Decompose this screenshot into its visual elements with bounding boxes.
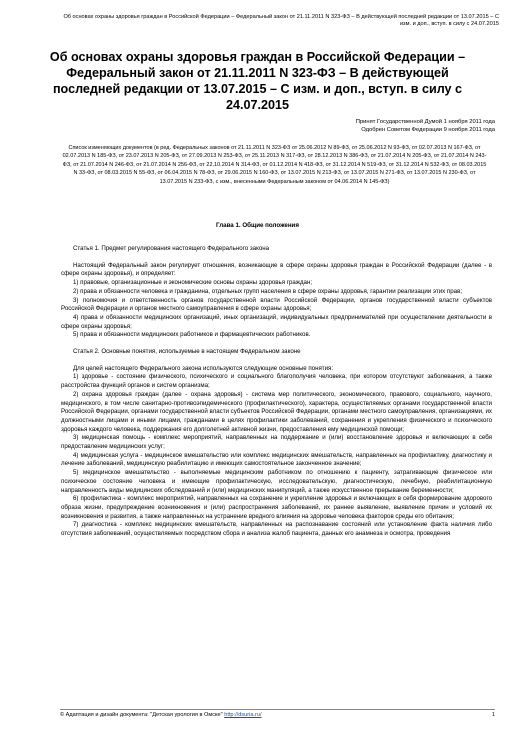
footer-link[interactable]: http://dsuria.ru/ — [224, 712, 262, 718]
article-2-item: 5) медицинское вмешательство - выполняемые медицинским работником по отношению к пациенту, затрагивающие физическое или психическое состояние человека и имеющие профилактическую, исследовательскую, диагностическую, лечебную, реабилитационную направленность виды медицинских обследований и (или) медицинских манипуляций, а также искусственное прерывание беременности; — [61, 469, 492, 494]
document-body — [61, 237, 492, 539]
article-2-item: 3) медицинская помощь - комплекс мероприятий, направленных на поддержание и (или) восстановление здоровья и включающих в себя предоставление медицинских услуг; — [61, 434, 492, 451]
article-2-item: 2) охрана здоровья граждан (далее - охрана здоровья) - система мер политического, экономического, правового, социального, научного, медицинского, в том числе санитарно-противоэпидемического (профилактического), характера, осуществляемых органами государственной власти Российской Федерации, органами государственной власти субъектов Российской Федерации, органами местного самоуправления, организациями, их должностными лицами и иными лицами, гражданами в целях профилактики заболеваний, сохранения и укрепления физического и психического здоровья каждого человека, поддержания его долголетней активной жизни, предоставления ему медицинской помощи; — [61, 390, 492, 433]
article-2-item: 4) медицинская услуга - медицинское вмешательство или комплекс медицинских вмешательств, направленных на профилактику, диагностику и лечение заболеваний, медицинскую реабилитацию и имеющих самостоятельное законченное значение; — [61, 451, 492, 468]
approved-line: Одобрен Советом Федерации 9 ноября 2011 года — [361, 127, 495, 133]
article-2-intro: Для целей настоящего Федерального закона используются следующие основные понятия: — [73, 364, 334, 372]
document-title: Об основах охраны здоровья граждан в Российской Федерации – Федеральный закон от 21.11.2011 N 323-ФЗ – В действующей последней редакции от 13.07.2015 – С изм. и доп., вступ. в силу с 24.07.2015 — [49, 50, 466, 112]
page-footer — [60, 712, 495, 719]
article-2-item: 1) здоровье - состояние физического, психического и социального благополучия человека, при котором отсутствуют заболевания, а также расстройства функций органов и систем организма; — [61, 373, 492, 390]
article-1-item: 2) права и обязанности человека и гражданина, отдельных групп населения в сфере охраны здоровья, гарантии реализации этих прав; — [73, 287, 463, 295]
article-1-item: 4) права и обязанности медицинских организаций, иных организаций, индивидуальных предпринимателей при осуществлении деятельности в сфере охраны здоровья; — [61, 313, 492, 330]
article-1-intro: Настоящий Федеральный закон регулирует отношения, возникающие в сфере охраны здоровья граждан в Российской Федерации (далее - в сфере охраны здоровья), и определяет: — [61, 261, 492, 278]
amendments-list: Список изменяющих документов (в ред. Федеральных законов от 21.11.2011 N 323-ФЗ от 25.06.2012 N 89-ФЗ, от 25.06.2012 N 93-ФЗ, от 02.07.2013 N 167-ФЗ, от 02.07.2013 N 185-ФЗ, от 23.07.2013 N 205-ФЗ, от 27.09.2013 N 253-ФЗ, от 25.11.2013 N 317-ФЗ, от 28.12.2013 N 386-ФЗ, от 21.07.2014 N 205-ФЗ, от 21.07.2014 N 243-ФЗ, от 21.07.2014 N 246-ФЗ, от 21.07.2014 N 256-ФЗ, от 22.10.2014 N 314-ФЗ, от 01.12.2014 N 418-ФЗ, от 31.12.2014 N 519-ФЗ, от 31.12.2014 N 532-ФЗ, от 08.03.2015 N 33-ФЗ, от 08.03.2015 N 55-ФЗ, от 06.04.2015 N 78-ФЗ, от 29.06.2015 N 160-ФЗ, от 13.07.2015 N 213-ФЗ, от 13.07.2015 N 271-ФЗ, от 13.07.2015 N 230-ФЗ, от 13.07.2015 N 233-ФЗ, с изм., внесенными Федеральным законом от 04.06.2014 N 145-ФЗ) — [62, 145, 487, 185]
page-number: 1 — [491, 712, 495, 718]
article-2-item: 7) диагностика - комплекс медицинских вмешательств, направленных на распознавание состояний или установление факта наличия либо отсутствия заболеваний, осуществляемых посредством сбора и анализа жалоб пациента, данных его анамнеза и осмотра, проведения — [61, 521, 492, 538]
approval-block — [356, 118, 495, 134]
article-1-heading: Статья 1. Предмет регулирования настоящего Федерального закона — [73, 245, 270, 252]
article-2-heading: Статья 2. Основные понятия, используемые в настоящем Федеральном законе — [73, 348, 301, 356]
adopted-line: Принят Государственной Думой 1 ноября 2011 года — [355, 119, 495, 125]
chapter-heading: Глава 1. Общие положения — [216, 222, 299, 229]
article-1-item: 5) права и обязанности медицинских работников и фармацевтических работников. — [73, 331, 311, 339]
article-1-item: 3) полномочия и ответственность органов государственной власти Российской Федерации, органов государственной власти субъектов Российской Федерации и органов местного самоуправления в сфере охраны здоровья; — [61, 296, 492, 313]
footer-credit: © Адаптация и дизайн документа: "Детская урология в Омске" — [60, 712, 223, 718]
article-2-item: 6) профилактика - комплекс мероприятий, направленных на сохранение и укрепление здоровья и включающих в себя формирование здорового образа жизни, предупреждение возникновения и (или) распространения заболеваний, их раннее выявление, выявление причин и условий их возникновения и развития, а также направленных на устранение вредного влияния на здоровье человека факторов среды его обитания; — [61, 495, 492, 520]
running-header: Об основах охраны здоровья граждан в Российской Федерации – Федеральный закон от 21.11.2011 N 323-ФЗ – В действующей последней редакции от 13.07.2015 – С изм. и доп., вступ. в силу с 24.07.2015 — [63, 14, 499, 27]
article-1-item: 1) правовые, организационные и экономические основы охраны здоровья граждан; — [73, 279, 313, 287]
footer-divider — [60, 709, 495, 710]
